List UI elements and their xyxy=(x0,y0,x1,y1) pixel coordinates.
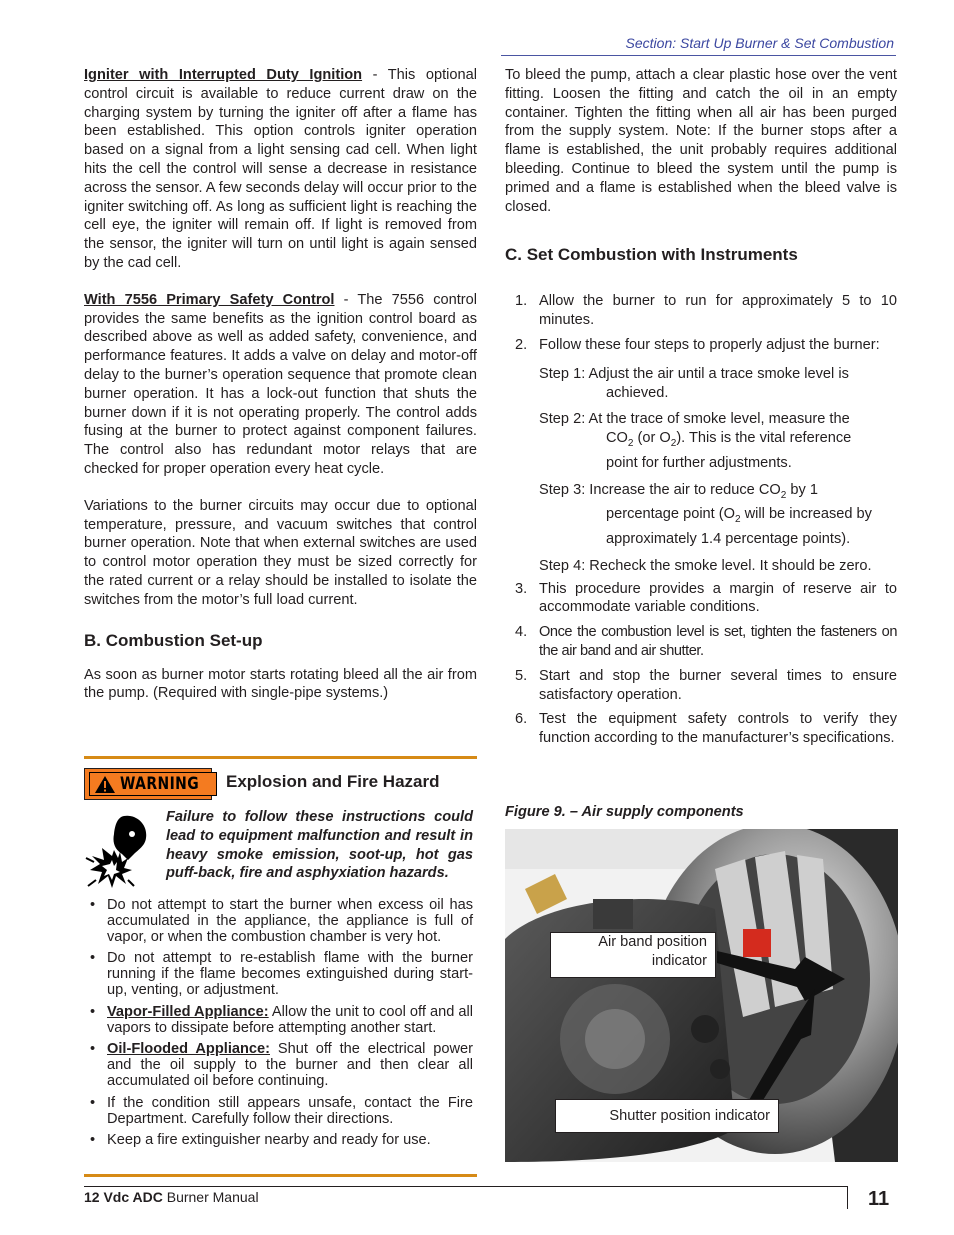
bullet-icon: • xyxy=(90,897,96,913)
item-text: Follow these four steps to properly adjust the burner: xyxy=(539,336,880,353)
step-text: $CO_2$ (or $O_2$). This is the vital reference xyxy=(606,430,852,450)
bullet-lead: Vapor-Filled Appliance: xyxy=(107,1003,269,1020)
procedure-list-continued xyxy=(505,580,897,748)
item-number: 3. xyxy=(515,580,528,597)
bleed-paragraph: As soon as burner motor starts rotating bleed all the air from the pump. (Required with single-pipe systems.) xyxy=(84,666,477,702)
list-item xyxy=(90,1042,473,1089)
primary-control-lead: With 7556 Primary Safety Control xyxy=(84,291,335,308)
footer-rule xyxy=(84,1186,847,1187)
item-text: Test the equipment safety controls to verify they function according to the manufacturer’s specifications. xyxy=(539,711,897,747)
figure-caption: Figure 9. – Air supply components xyxy=(505,804,744,820)
left-column xyxy=(84,66,477,703)
air-band-callout: Air band position indicator xyxy=(550,932,716,978)
step-text: approximately 1.4 percentage points). xyxy=(606,531,851,548)
warning-bottom-rule xyxy=(84,1174,477,1177)
warning-title: Explosion and Fire Hazard xyxy=(226,772,440,791)
header-rule xyxy=(501,55,896,56)
bullet-text: If the condition still appears unsafe, contact the Fire Department. Carefully follow their directions. xyxy=(107,1094,473,1127)
bullet-icon: • xyxy=(90,1132,96,1149)
bullet-icon: • xyxy=(90,1094,96,1111)
list-item xyxy=(505,580,897,618)
item-number: 1. xyxy=(515,293,528,310)
item-number: 5. xyxy=(515,667,528,684)
list-item xyxy=(505,710,897,748)
item-number: 4. xyxy=(515,624,528,641)
bullet-icon: • xyxy=(90,950,96,967)
warning-bullet-list xyxy=(90,898,473,1155)
step-text: percentage point ($O_2$ will be increased by xyxy=(606,506,872,526)
step-1 xyxy=(505,365,897,403)
item-number: 6. xyxy=(515,711,528,728)
bullet-icon: • xyxy=(90,1041,96,1058)
step-2 xyxy=(505,410,897,472)
igniter-paragraph xyxy=(84,66,477,273)
bullet-icon: • xyxy=(90,1003,96,1020)
list-item xyxy=(90,1005,473,1037)
adjust-steps xyxy=(505,365,897,576)
footer-manual-title: 12 Vdc ADC Burner Manual xyxy=(84,1189,259,1205)
bullet-lead: Oil-Flooded Appliance: xyxy=(107,1041,270,1058)
item-text: Allow the burner to run for approximately 5 to 10 minutes. xyxy=(539,293,897,329)
igniter-text: - This optional control circuit is available to reduce current draw on the charging system by turning the igniter off after a flame has been established. This option controls igniter operation based on a signal from a light sensing cad cell. When light hits the cell the control will sense a decrease in resistance across the sensor. A few seconds delay will occur prior to the igniter switching off. As long as sufficient light is reaching the cell eye, the igniter will remain off. If light is removed from the sensor, the igniter will turn on until light is again sensed by the cad cell. xyxy=(84,67,477,271)
step-3 xyxy=(505,481,897,549)
list-item xyxy=(90,898,473,945)
variations-paragraph: Variations to the burner circuits may occur due to optional temperature, pressure, and vacuum switches that control burner operation. Note that when external switches are used to control motor operation they must be sized correctly for the rated current or a relay should be installed to isolate the switches from the motor’s full load current. xyxy=(84,497,477,608)
warning-top-rule xyxy=(84,756,477,759)
list-item xyxy=(505,623,897,661)
right-column xyxy=(505,66,897,754)
step-text: Step 4: Recheck the smoke level. It should be zero. xyxy=(539,557,872,574)
list-item xyxy=(90,951,473,998)
igniter-lead: Igniter with Interrupted Duty Ignition xyxy=(84,67,363,83)
step-4 xyxy=(505,557,897,576)
step-text: Step 2: At the trace of smoke level, measure the xyxy=(539,411,850,428)
bullet-text: Do not attempt to start the burner when excess oil has accumulated in the appliance, the appliance is full of vapor, or when the combustion chamber is very hot. xyxy=(107,897,473,945)
step-text: point for further adjustments. xyxy=(606,454,792,471)
list-item xyxy=(505,336,897,355)
bullet-text: Shut off the electrical power and the oil supply to the burner and then clear all accumulated oil before continuing. xyxy=(107,1041,473,1089)
heading-combustion-setup: B. Combustion Set-up xyxy=(84,630,263,650)
footer-divider xyxy=(847,1186,848,1209)
primary-control-text: - The 7556 control provides the same benefits as the ignition control board as described above as well as added safety, convenience, and performance features. It adds a valve on delay and motor-off delay to the burner’s operation sequence that promote clean burner operation. It has a lock-out function that shuts the burner down if it is not operating properly. The control adds fusing at the burner to protect against component failures. The control also has redundant motor relays that are checked for proper operation every heat cycle. xyxy=(84,291,477,477)
item-number: 2. xyxy=(515,336,528,353)
step-text: Step 1: Adjust the air until a trace smoke level is xyxy=(539,365,849,382)
warning-badge xyxy=(84,768,212,800)
explosion-hazard-icon xyxy=(84,814,160,894)
step-text: Step 3: Increase the air to reduce $CO_2$ by 1 xyxy=(539,481,818,501)
bleed-pump-paragraph: To bleed the pump, attach a clear plastic hose over the vent fitting. Loosen the fitting and catch the oil in an empty container. Tighten the fitting when all air has been purged from the supply system. Note: If the burner stops after a flame is established, the unit probably requires additional bleeding. Continue to bleed the system until the pump is primed and a flame is established when the bleed valve is closed. xyxy=(505,67,897,215)
bullet-text: Allow the unit to cool off and all vapors to dissipate before attempting another start. xyxy=(107,1003,473,1036)
primary-control-paragraph xyxy=(84,291,477,479)
page-number: 11 xyxy=(868,1188,890,1210)
heading-set-combustion: C. Set Combustion with Instruments xyxy=(505,245,798,265)
list-item xyxy=(505,667,897,705)
section-title: Section: Start Up Burner & Set Combustion xyxy=(625,35,894,51)
step-text: achieved. xyxy=(606,384,669,401)
shutter-callout: Shutter position indicator xyxy=(555,1099,779,1133)
item-text: Start and stop the burner several times to ensure satisfactory operation. xyxy=(539,667,897,703)
list-item xyxy=(90,1096,473,1128)
air-supply-photo xyxy=(505,829,898,1162)
item-text: Once the combustion level is set, tighten the fasteners on the air band and air shutter. xyxy=(539,624,897,660)
procedure-list xyxy=(505,292,897,354)
warning-triangle-icon xyxy=(94,775,116,794)
bullet-text: Do not attempt to re-establish flame with the burner running if the flame becomes extinguished during start-up, venting, or adjustment. xyxy=(107,950,473,998)
list-item xyxy=(90,1133,473,1149)
warning-summary: Failure to follow these instructions could lead to equipment malfunction and result in heavy smoke emission, soot-up, hot gas puff-back, fire and asphyxiation hazards. xyxy=(166,809,473,882)
list-item xyxy=(505,292,897,330)
item-text: This procedure provides a margin of reserve air to accommodate variable conditions. xyxy=(539,580,897,616)
warning-word: WARNING xyxy=(120,774,200,794)
bullet-text: Keep a fire extinguisher nearby and ready for use. xyxy=(107,1132,431,1149)
